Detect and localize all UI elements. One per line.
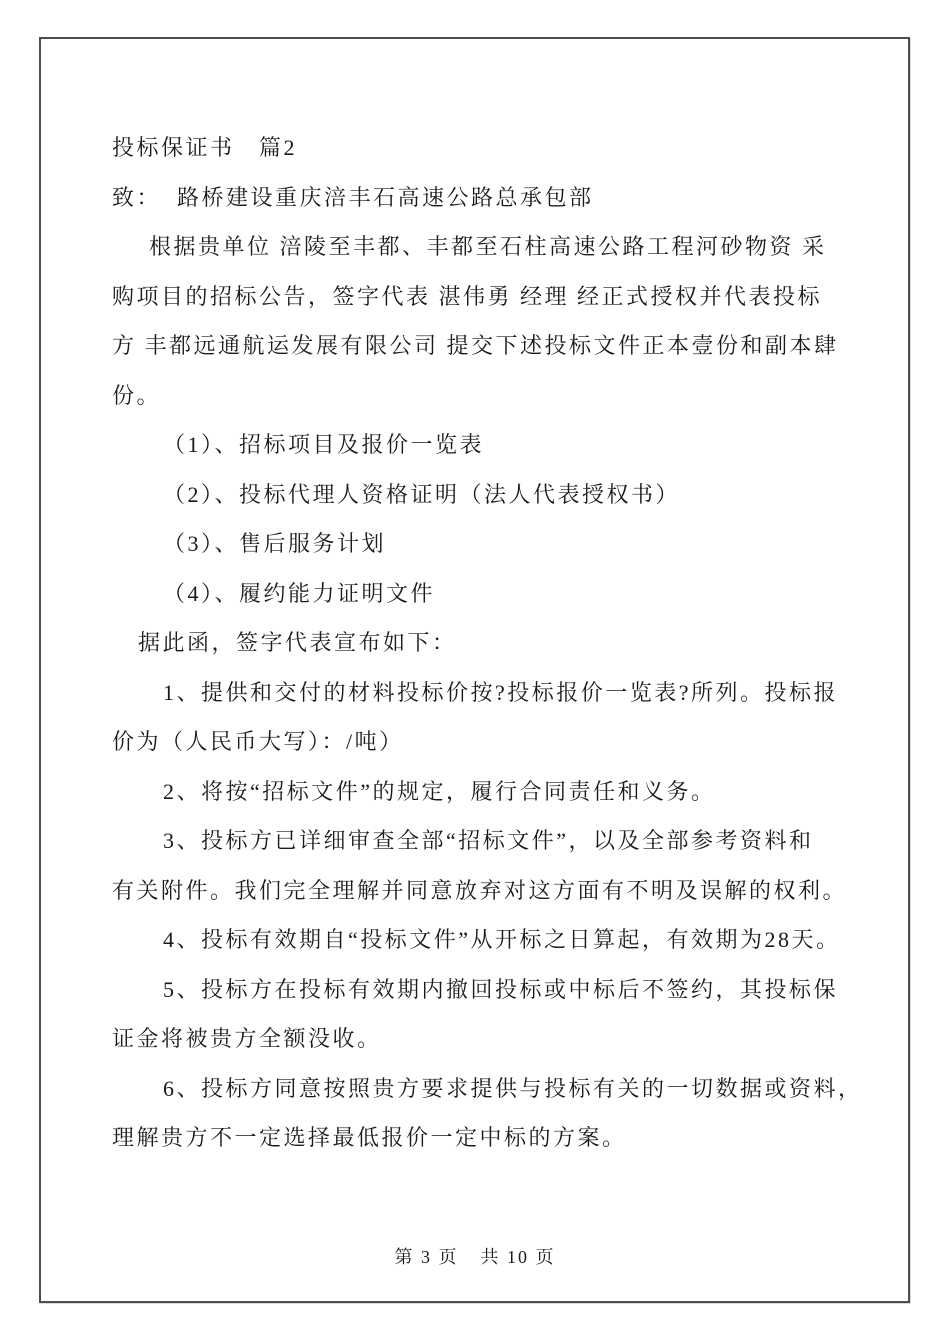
text-line: 价为（人民币大写）：/吨） — [112, 729, 404, 754]
footer-total-pages: 共 10 页 — [480, 1247, 556, 1267]
document-title-line: 投标保证书 篇2 — [112, 135, 298, 160]
text-line: 致： 路桥建设重庆涪丰石高速公路总承包部 — [112, 184, 594, 210]
list-item-line: （4）、履约能力证明文件 — [163, 580, 436, 606]
list-item-line: （3）、售后服务计划 — [163, 531, 387, 556]
text-line: 购项目的招标公告，签字代表 湛伟勇 经理 经正式授权并代表投标 — [112, 283, 823, 309]
list-item-line: （2）、投标代理人资格证明（法人代表授权书） — [163, 481, 681, 507]
document-body — [112, 123, 892, 1163]
page-footer — [0, 1243, 950, 1269]
text-line: 份。 — [112, 382, 162, 408]
footer-page-number: 第 3 页 — [394, 1247, 459, 1267]
text-line: 据此函，签字代表宣布如下： — [138, 630, 457, 655]
text-line: 证金将被贵方全额没收。 — [112, 1026, 382, 1051]
list-item-line: 6、投标方同意按照贵方要求提供与投标有关的一切数据或资料， — [163, 1075, 863, 1101]
list-item-line: 2、将按“招标文件”的规定，履行合同责任和义务。 — [163, 778, 716, 804]
list-item-line: 5、投标方在投标有效期内撤回投标或中标后不签约，其投标保 — [163, 976, 839, 1002]
text-line: 方 丰都远通航运发展有限公司 提交下述投标文件正本壹份和副本肆 — [112, 333, 839, 358]
list-item-line: 4、投标有效期自“投标文件”从开标之日算起，有效期为28天。 — [163, 927, 841, 952]
text-line: 理解贵方不一定选择最低报价一定中标的方案。 — [112, 1125, 627, 1150]
text-line: 根据贵单位 涪陵至丰都、丰都至石柱高速公路工程河砂物资 采 — [149, 234, 827, 259]
text-line: 有关附件。我们完全理解并同意放弃对这方面有不明及误解的权利。 — [112, 877, 848, 903]
list-item-line: （1）、招标项目及报价一览表 — [163, 432, 485, 457]
list-item-line: 3、投标方已详细审查全部“招标文件”，以及全部参考资料和 — [163, 828, 814, 853]
list-item-line: 1、提供和交付的材料投标价按?投标报价一览表?所列。投标报 — [163, 679, 839, 705]
